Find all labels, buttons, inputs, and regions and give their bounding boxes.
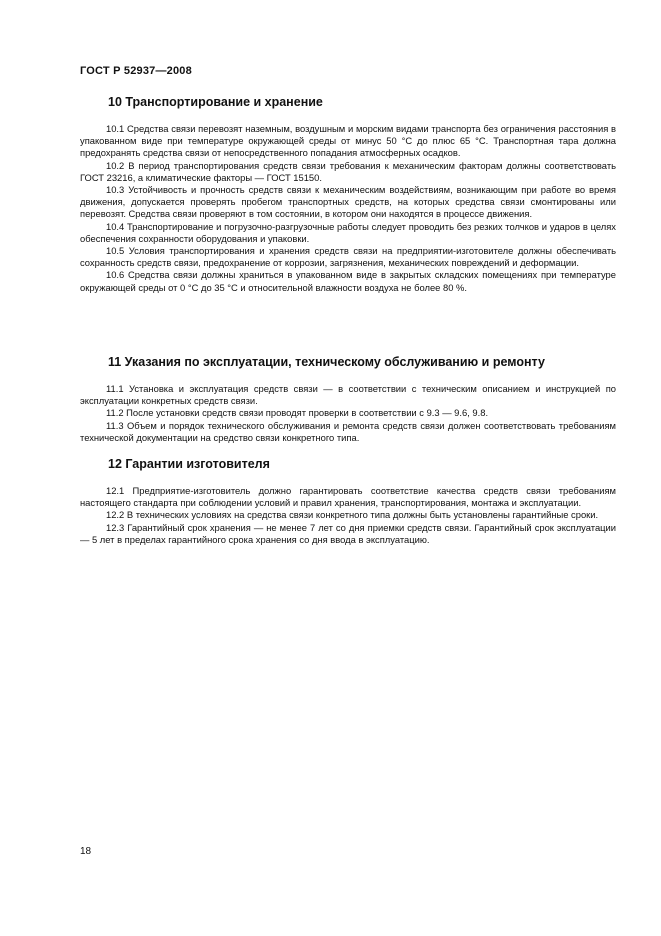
paragraph-12-2: 12.2 В технических условиях на средства связи конкретного типа должны быть установлены гарантийные сроки. <box>106 509 599 521</box>
section-title: 10 Транспортирование и хранение <box>108 95 323 109</box>
section-10 <box>80 95 616 294</box>
section-title: 12 Гарантии изготовителя <box>108 457 270 471</box>
paragraph-12-3: 12.3 Гарантийный срок хранения — не менее 7 лет со дня приемки средств связи. Гарантийный срок эксплуатации — 5 лет в пределах гарантийного срока хранения со дня ввода в эксплуатацию. <box>80 521 616 545</box>
paragraph-10-1: 10.1 Средства связи перевозят наземным, воздушным и морским видами транспорта без ограничения расстояния в упакованном виде при температуре окружающей среды от минус 50 °С до плюс 65 °С. Транспортная тара должна предохранять средства связи от непосредственного попадания атмосферных осадков. <box>80 123 616 159</box>
page-number: 18 <box>80 846 92 857</box>
section-11 <box>80 355 616 444</box>
paragraph-10-3: 10.3 Устойчивость и прочность средств связи к механическим воздействиям, возникающим при работе во время движения, допускается проверять пробегом транспортных средств, на которых средства связи смонтированы или перевозят. Средства связи проверяют в том состоянии, в котором они находятся в процессе движения. <box>80 184 616 220</box>
paragraph-12-1: 12.1 Предприятие-изготовитель должно гарантировать соответствие качества средств связи требованиям настоящего стандарта при соблюдении условий и правил хранения, транспортирования, монтажа и эксплуатации. <box>80 485 616 509</box>
paragraph-11-3: 11.3 Объем и порядок технического обслуживания и ремонта средств связи должен соответствовать требованиям технической документации на средство связи конкретного типа. <box>80 419 616 443</box>
paragraph-11-1: 11.1 Установка и эксплуатация средств связи — в соответствии с техническим описанием и инструкцией по эксплуатации конкретных средств связи. <box>80 383 616 407</box>
paragraph-10-4: 10.4 Транспортирование и погрузочно-разгрузочные работы следует проводить без резких толчков и ударов в целях обеспечения сохранности оборудования и упаковки. <box>80 220 616 244</box>
paragraph-10-2: 10.2 В период транспортирования средств связи требования к механическим факторам должны соответствовать ГОСТ 23216, а климатические факторы — ГОСТ 15150. <box>80 159 616 183</box>
document-id: ГОСТ Р 52937—2008 <box>80 65 192 77</box>
section-12 <box>80 457 616 546</box>
paragraph-11-2: 11.2 После установки средств связи проводят проверки в соответствии с 9.3 — 9.6, 9.8. <box>106 407 489 419</box>
paragraph-10-6: 10.6 Средства связи должны храниться в упакованном виде в закрытых складских помещениях при температуре окружающей среды от 0 °С до 35 °С и относительной влажности воздуха не более 80 %. <box>80 269 616 293</box>
section-title: 11 Указания по эксплуатации, техническому обслуживанию и ремонту <box>108 355 545 369</box>
paragraph-10-5: 10.5 Условия транспортирования и хранения средств связи на предприятии-изготовителе должны обеспечивать сохранность средств связи, предохранение от коррозии, загрязнения, механических повреждений и деформации. <box>80 245 616 269</box>
